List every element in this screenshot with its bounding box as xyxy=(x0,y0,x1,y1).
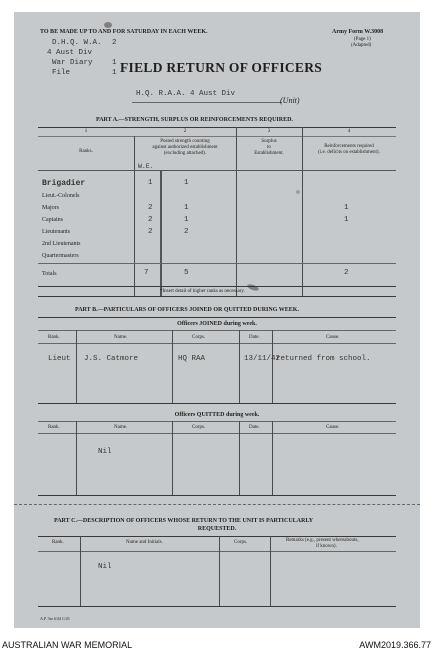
posted-row-2: 1 xyxy=(184,204,189,212)
joined-title: Officers JOINED during week. xyxy=(177,321,257,327)
archive-footer xyxy=(0,638,434,653)
joined-rank: Lieut xyxy=(48,355,71,363)
part-c-entry: Nil xyxy=(98,563,112,571)
form-page: (Page 1) xyxy=(354,37,371,42)
joined-name: J.S. Catmore xyxy=(84,355,139,363)
part-a-footnote: *Insert detail of higher ranks as necessary. xyxy=(160,289,245,294)
part-a-col-num-4: 4 xyxy=(347,129,351,134)
posted-row-0: 1 xyxy=(184,179,189,187)
rank-row-4: Lieutenants xyxy=(42,229,70,235)
ink-smudge xyxy=(296,190,300,194)
joined-col-name: Name. xyxy=(114,335,128,340)
archive-name: AUSTRALIAN WAR MEMORIAL xyxy=(2,640,133,650)
we-row-2: 2 xyxy=(148,204,153,212)
quitted-title: Officers QUITTED during week. xyxy=(174,412,260,418)
ref-num-2: 1 xyxy=(112,59,117,67)
unit-value: H.Q. R.A.A. 4 Aust Div xyxy=(136,90,236,98)
part-a-col-num-1: 1 xyxy=(84,129,88,134)
we-row-0: 1 xyxy=(148,179,153,187)
ink-smudge xyxy=(104,22,112,28)
form-adapted: (Adapted) xyxy=(351,43,372,48)
document-page xyxy=(14,12,420,628)
part-b-title: PART B.—PARTICULARS OF OFFICERS JOINED OR QUITTED DURING WEEK. xyxy=(75,307,299,313)
ref-line-2: 4 Aust Div xyxy=(47,49,93,57)
unit-label: (Unit) xyxy=(280,96,300,105)
part-c-title-1: PART C.—DESCRIPTION OF OFFICERS WHOSE RETURN TO THE UNIT IS PARTICULARLY xyxy=(54,518,314,524)
joined-cause: returned from school. xyxy=(276,355,371,363)
quitted-entry: Nil xyxy=(98,448,112,456)
ref-line-1: D.H.Q. W.A. xyxy=(52,39,102,47)
part-c-col-remarks-2: if known). xyxy=(316,544,337,549)
ref-line-3: War Diary xyxy=(52,59,93,67)
quitted-col-cause: Cause. xyxy=(326,425,340,430)
reinf-row-3: 1 xyxy=(344,216,349,224)
we-row-4: 2 xyxy=(148,228,153,236)
quitted-col-corps: Corps. xyxy=(192,425,206,430)
we-label: W.E. xyxy=(138,163,154,170)
part-a-col-num-2: 2 xyxy=(183,129,187,134)
part-a-header-surplus: Surplus to Establishment. xyxy=(254,139,284,156)
part-c-col-corps: Corps. xyxy=(234,540,248,545)
ink-smudge xyxy=(247,283,260,292)
quitted-col-rank: Rank. xyxy=(48,425,60,430)
totals-posted: 5 xyxy=(184,269,189,277)
joined-corps: HQ RAA xyxy=(178,355,206,363)
we-row-3: 2 xyxy=(148,216,153,224)
ref-num-3: 1 xyxy=(112,69,117,77)
rank-row-6: Quartermasters xyxy=(42,253,79,259)
part-a-title: PART A.—STRENGTH, SURPLUS OR REINFORCEMENTS REQUIRED. xyxy=(96,117,293,123)
joined-col-rank: Rank. xyxy=(48,335,60,340)
joined-date: 13/11/42 xyxy=(244,355,281,363)
rank-row-5: 2nd Lieutenants xyxy=(42,241,81,247)
joined-col-date: Date. xyxy=(249,335,260,340)
totals-reinf: 2 xyxy=(344,269,349,277)
part-c-col-name: Name and Initials. xyxy=(126,540,163,545)
part-a-header-posted: Posted strength counting against authorized establishment (excluding attached). xyxy=(152,139,218,156)
form-number: Army Form W.3008 xyxy=(332,29,384,35)
rank-row-3: Captains xyxy=(42,217,63,223)
part-c-title-2: REQUESTED. xyxy=(197,526,237,532)
joined-col-cause: Cause. xyxy=(326,335,340,340)
form-title: FIELD RETURN OF OFFICERS xyxy=(120,60,323,75)
quitted-col-date: Date. xyxy=(249,425,260,430)
ref-num-1: 2 xyxy=(112,39,117,47)
ref-line-4: File xyxy=(52,69,71,77)
posted-row-3: 1 xyxy=(184,216,189,224)
part-a-header-ranks: Ranks. xyxy=(79,149,93,154)
part-c-col-rank: Rank. xyxy=(52,540,64,545)
totals-we: 7 xyxy=(144,269,149,277)
posted-row-4: 2 xyxy=(184,228,189,236)
part-c-col-remarks-1: Remarks (e.g., present whereabouts, xyxy=(286,538,359,543)
rank-row-2: Majors xyxy=(42,205,59,211)
rank-row-1: Lieut.-Colonels xyxy=(42,193,80,199)
printer-mark: A.P. 3m 6/44 C/45 xyxy=(40,616,70,621)
part-a-header-reinf: Reinforcements required (i.e. deficits on establishment). xyxy=(318,144,380,155)
part-a-col-num-3: 3 xyxy=(267,129,271,134)
archive-ref: AWM2019.366.77 xyxy=(359,640,431,650)
rank-row-0: Brigadier xyxy=(42,179,86,188)
totals-label: Totals xyxy=(42,271,57,277)
instruction-text: TO BE MADE UP TO AND FOR SATURDAY IN EACH WEEK. xyxy=(40,29,208,35)
joined-col-corps: Corps. xyxy=(192,335,206,340)
quitted-col-name: Name. xyxy=(114,425,128,430)
reinf-row-2: 1 xyxy=(344,204,349,212)
